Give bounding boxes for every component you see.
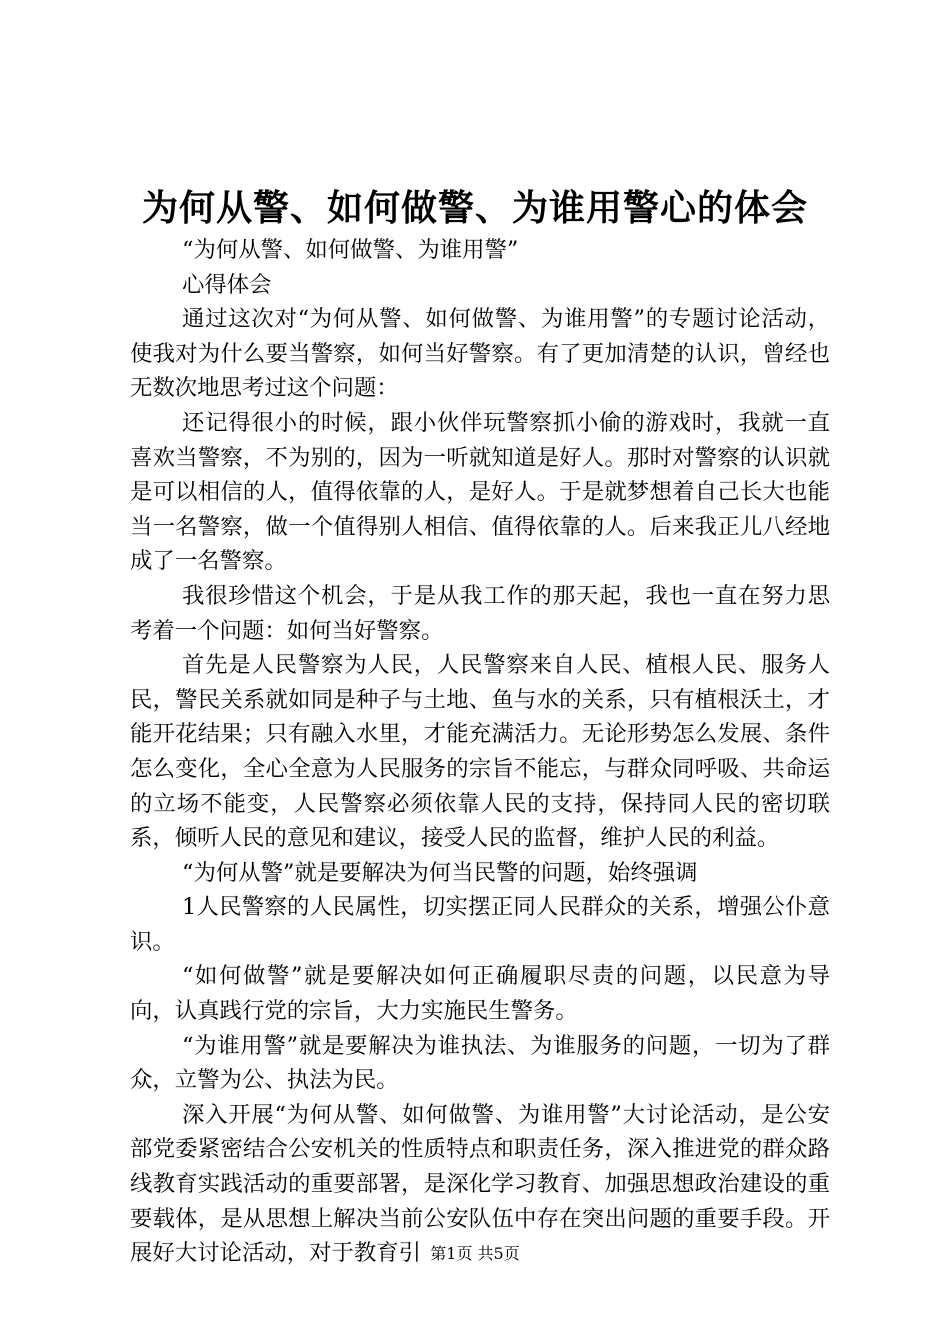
paragraph: 通过这次对“为何从警、如何做警、为谁用警”的专题讨论活动，使我对为什么要当警察，如何当好警察。有了更加清楚的认识，曾经也无数次地思考过这个问题： xyxy=(130,306,830,402)
paragraph: 深入开展“为何从警、如何做警、为谁用警”大讨论活动，是公安部党委紧密结合公安机关的性质特点和职责任务，深入推进党的群众路线教育实践活动的重要部署，是深化学习教育、加强思想政治建设的重要载体，是从思想上解决当前公安队伍中存在突出问题的重要手段。开展好大讨论活动，对于教育引 xyxy=(130,1101,830,1267)
paragraph: 还记得很小的时候，跟小伙伴玩警察抓小偷的游戏时，我就一直喜欢当警察，不为别的，因为一听就知道是好人。那时对警察的认识就是可以相信的人，值得依靠的人，是好人。于是就梦想着自己长大也能当一名警察，做一个值得别人相信、值得依靠的人。后来我正儿八经地成了一名警察。 xyxy=(130,409,830,575)
paragraph: 我很珍惜这个机会，于是从我工作的那天起，我也一直在努力思考着一个问题：如何当好警察。 xyxy=(130,582,830,644)
paragraph: 首先是人民警察为人民，人民警察来自人民、植根人民、服务人民，警民关系就如同是种子与土地、鱼与水的关系，只有植根沃土，才能开花结果；只有融入水里，才能充满活力。无论形势怎么发展、条件怎么变化，全心全意为人民服务的宗旨不能忘，与群众同呼吸、共命运的立场不能变，人民警察必须依靠人民的支持，保持同人民的密切联系，倾听人民的意见和建议，接受人民的监督，维护人民的利益。 xyxy=(130,652,830,852)
document-title: 为何从警、如何做警、为谁用警心的体会 xyxy=(141,187,808,229)
paragraph: “如何做警”就是要解决如何正确履职尽责的问题，以民意为导向，认真践行党的宗旨，大力实施民生警务。 xyxy=(130,963,830,1025)
paragraph: “为谁用警”就是要解决为谁执法、为谁服务的问题，一切为了群众，立警为公、执法为民。 xyxy=(130,1032,830,1094)
document-body xyxy=(130,233,830,1271)
paragraph-subtitle: 心得体会 xyxy=(182,271,272,298)
paragraph-quoted-topic: “为何从警、如何做警、为谁用警” xyxy=(182,237,519,263)
paragraph: 1人民警察的人民属性，切实摆正同人民群众的关系，增强公仆意识。 xyxy=(130,894,830,955)
page-footer: 第1页 共5页 xyxy=(430,1244,520,1263)
paragraph: “为何从警”就是要解决为何当民警的问题，始终强调 xyxy=(182,859,698,886)
